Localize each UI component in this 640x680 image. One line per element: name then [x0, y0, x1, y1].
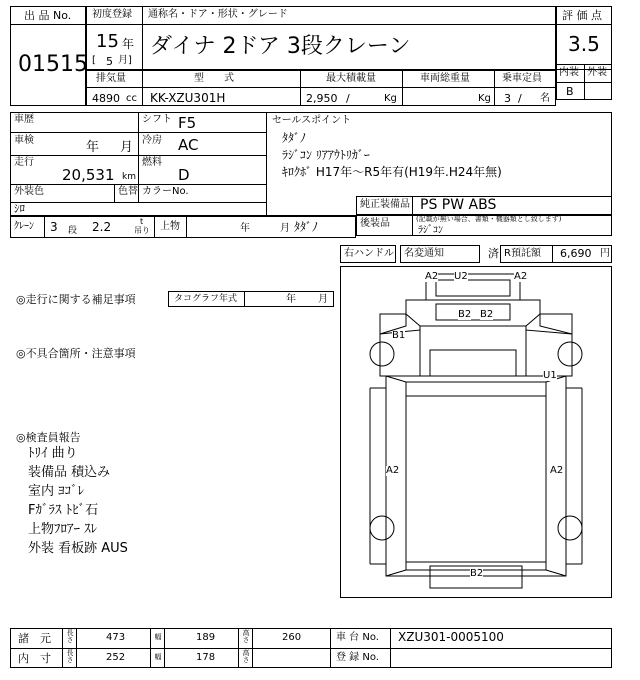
displacement-value: 4890	[92, 92, 120, 105]
max-load-value: 2,950	[306, 92, 338, 105]
color-no-label: カラーNo.	[142, 186, 189, 197]
inspection-year-unit: 年	[86, 140, 100, 155]
damage-mark: U2	[454, 271, 468, 282]
fuel-label: 燃料	[142, 157, 162, 168]
inspector-line: ﾄﾘｲ 曲り	[28, 446, 78, 461]
defects-label: ◎不具合箇所・注意事項	[16, 347, 136, 360]
interior-grade: B	[566, 85, 574, 98]
interior-label: 内装	[559, 67, 579, 78]
registration-number-label: 登 録 No.	[336, 652, 379, 663]
registration-year: 15	[96, 31, 119, 52]
driving-notes-label: ◎走行に関する補足事項	[16, 293, 136, 306]
ac-label: 冷房	[142, 135, 162, 146]
ac-value: AC	[178, 136, 199, 154]
damage-mark: B2	[480, 309, 494, 320]
max-load-label: 最大積載量	[326, 73, 376, 84]
aftermarket-value: ﾗｼﾞｺﾝ	[418, 225, 443, 236]
crane-stages: 3	[50, 220, 58, 234]
first-registration-label: 初度登録	[92, 9, 132, 20]
displacement-unit: cc	[126, 93, 137, 104]
height-header: 高さ	[242, 629, 250, 645]
width-header: 幅	[154, 633, 162, 641]
size-row-label: 諸 元	[18, 632, 51, 645]
max-load-unit: Kg	[384, 93, 397, 104]
size-height: 260	[282, 632, 302, 643]
mileage-label: 走行	[14, 157, 34, 168]
aftermarket-note: (記載が無い場合、書類・機器類とし致します)	[416, 215, 562, 223]
aftermarket-label: 後装品	[360, 218, 390, 229]
body-month-unit: 月	[280, 223, 290, 234]
max-load-slash: /	[346, 92, 350, 105]
recycle-amount: 6,690	[560, 247, 592, 260]
mileage-value: 20,531	[62, 166, 115, 184]
damage-mark: A2	[550, 465, 564, 476]
car-name: ダイナ 2ドア 3段クレーン	[150, 34, 411, 59]
damage-mark: U1	[543, 370, 557, 381]
truck-diagram	[340, 266, 612, 598]
width-header: 幅	[154, 653, 162, 661]
inspector-line: Fｶﾞﾗｽ ﾄﾋﾞ石	[28, 503, 99, 518]
ext-color-label: 外装色	[14, 186, 44, 197]
car-name-label: 通称名・ドア・形状・グレード	[148, 9, 288, 20]
inspector-line: 上物ﾌﾛｱｰ ｽﾚ	[28, 522, 98, 537]
damage-mark: B1	[392, 330, 406, 341]
body-label: 上物	[160, 221, 180, 232]
crane-label: ｸﾚｰﾝ	[14, 221, 34, 232]
oem-equipment-label: 純正装備品	[360, 199, 410, 210]
tacho-month-unit: 月	[318, 294, 328, 305]
year-unit: 年	[122, 37, 135, 51]
steering-value: 右ハンドル	[344, 248, 394, 259]
tacho-year-unit: 年	[286, 294, 296, 305]
shift-label: シフト	[142, 114, 172, 125]
damage-mark: A2	[386, 465, 400, 476]
yen-unit: 円	[600, 248, 610, 259]
inspector-line: 装備品 積込み	[28, 465, 111, 480]
mileage-unit: km	[122, 172, 136, 182]
exterior-label: 外装	[587, 67, 607, 78]
shift-value: F5	[178, 114, 197, 132]
sales-point-line: ｷﾛｸﾎﾞ H17年～R5年有(H19年.H24年無)	[282, 165, 502, 179]
size-width: 189	[196, 632, 216, 643]
capacity-slash: /	[518, 92, 522, 105]
length-header: 長さ	[66, 649, 74, 665]
ext-color-value: ｼﾛ	[14, 202, 25, 215]
damage-mark: B2	[470, 568, 484, 579]
chassis-number-label: 車 台 No.	[336, 632, 379, 643]
lot-number: 01515	[18, 52, 88, 77]
model-label: 型 式	[194, 73, 234, 84]
displacement-label: 排気量	[96, 73, 126, 84]
inspection-label: 車検	[14, 135, 34, 146]
size-length: 473	[106, 632, 126, 643]
gross-weight-unit: Kg	[478, 93, 491, 104]
sales-point-line: ﾗｼﾞｺﾝ ﾘｱｱｳﾄﾘｶﾞｰ	[282, 148, 370, 162]
capacity-unit: 名	[540, 93, 550, 104]
capacity-label: 乗車定員	[502, 73, 542, 84]
inner-length: 252	[106, 652, 126, 663]
inner-row-label: 内 寸	[18, 652, 51, 665]
gross-weight-label: 車両総重量	[420, 73, 470, 84]
inner-width: 178	[196, 652, 216, 663]
tachograph-label: タコグラフ年式	[174, 294, 238, 304]
inspector-line: 室内 ﾖｺﾞﾚ	[28, 484, 85, 499]
color-swap-label: 色替	[118, 186, 138, 197]
fuel-value: D	[178, 166, 190, 184]
month-unit: 月]	[118, 55, 132, 66]
inspector-line: 外装 看板跡 AUS	[28, 541, 128, 556]
month-bracket-open: [	[92, 55, 96, 66]
body-year-unit: 年	[240, 223, 250, 234]
body-type: ﾀﾀﾞﾉ	[294, 220, 319, 234]
registration-month: 5	[106, 55, 113, 68]
crane-stages-unit: 段	[68, 226, 78, 236]
damage-mark: B2	[458, 309, 472, 320]
name-change-label: 名変通知	[404, 248, 444, 259]
recycle-label: R預託額	[504, 248, 541, 259]
sales-point-line: ﾀﾀﾞﾉ	[282, 131, 307, 145]
sales-points-label: セールスポイント	[272, 115, 352, 126]
recycle-mark: 済	[488, 247, 499, 260]
oem-equipment-value: PS PW ABS	[420, 197, 497, 213]
capacity-value: 3	[504, 92, 511, 105]
score-value: 3.5	[568, 32, 600, 56]
score-label: 評 価 点	[562, 9, 602, 22]
model-value: KK-XZU301H	[150, 91, 226, 105]
length-header: 長さ	[66, 629, 74, 645]
history-label: 車歴	[14, 114, 34, 125]
height-header: 高さ	[242, 649, 250, 665]
damage-mark: A2	[425, 271, 439, 282]
inspection-month-unit: 月	[120, 140, 134, 155]
lot-number-label: 出 品 No.	[24, 9, 72, 22]
crane-capacity: 2.2	[92, 220, 112, 234]
damage-mark: A2	[514, 271, 528, 282]
inspector-report-label: ◎検査員報告	[16, 431, 81, 444]
crane-ton-unit: t	[140, 217, 144, 226]
chassis-number: XZU301-0005100	[398, 630, 504, 644]
crane-lift-unit: 吊り	[134, 226, 150, 235]
